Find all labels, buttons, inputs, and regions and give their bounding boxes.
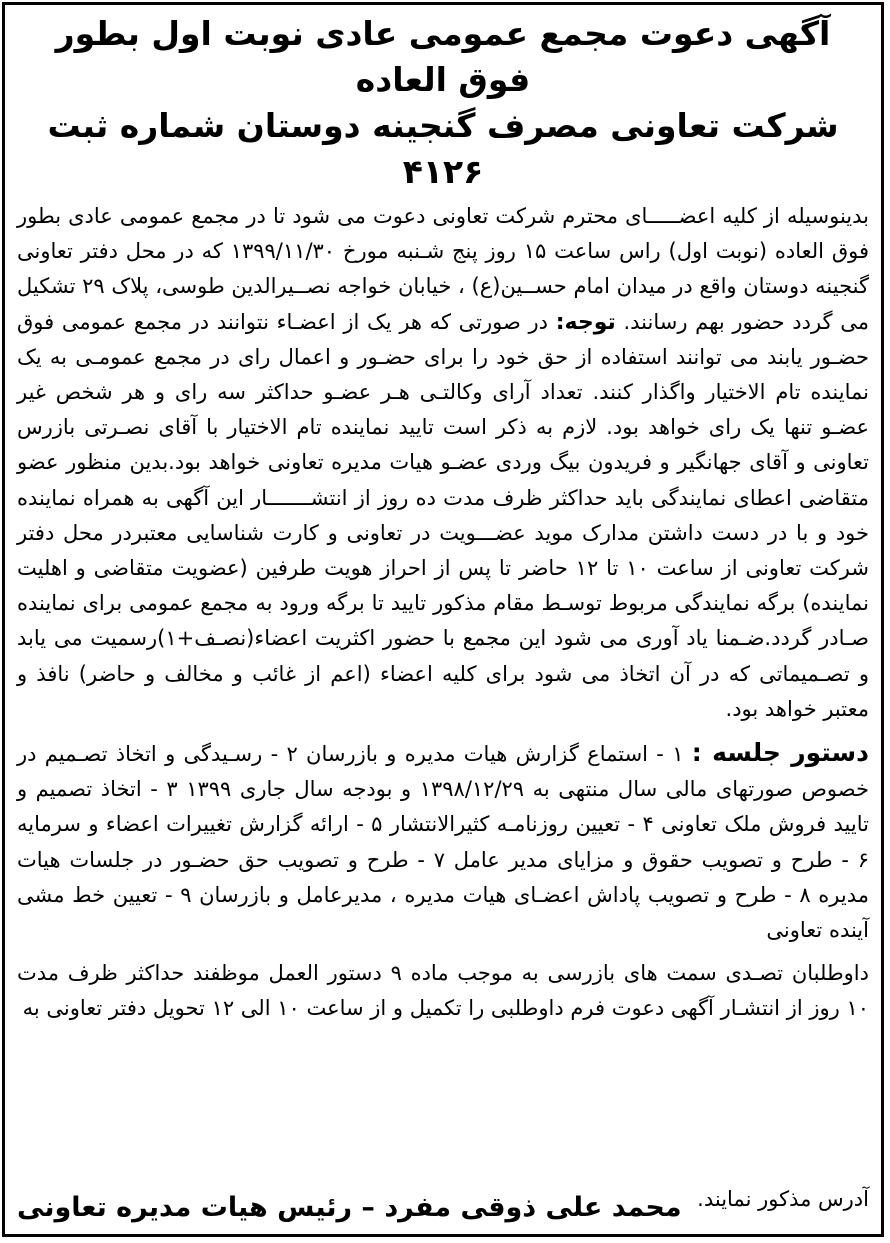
volunteers-paragraph (17, 956, 869, 1026)
signature: محمد علی ذوقی مفرد – رئیس هیات مدیره تعاونی (17, 1192, 682, 1223)
note-text: در صورتی که هر یک از اعضـاء نتوانند در مجمع عمومی فوق حضـور یابند می توانند استفاده از حق خود را برای حضـور و اعمال رای در مجمع عمومـی به یک نماینده تام الاختیار واگذار کنند. تعداد آرای وکالتـی هـر عضـو حداکثر سه رای و هر شخص غیر عضـو تنها یک رای خواهد بود. لازم به ذکر است تایید نماینده تام الاختیار با آقای نصـرتی بازرس تعاونی و آقای جهانگیر و فریدون بیگ وردی عضـو هیات مدیره تعاونی خواهد بود.بدین منظور عضو متقاضی اعطای نمایندگی باید حداکثر ظرف مدت ده روز از انتشـــــــار این آگهی به همراه نماینده خود و با در دست داشتن مدارک موید عضـــویت در تعاونی و کارت شناسایی معتبردر محل دفتر شرکت تعاونی از ساعت ۱۰ تا ۱۲ حاضر تا پس از احراز هویت طرفین (عضویت متقاضی و اهلیت نماینده) برگه نمایندگی مربوط توسـط مقام مذکور تایید تا برگه ورود به مجمع عمومی برای نماینده صـادر گردد.ضـمنا یاد آوری می شود این مجمع با حضور اکثریت اعضاء(نصـف+۱)رسمیت می یابد و تصـمیماتی که در آن اتخاذ می شود برای کلیه اعضاء (اعم از غائب و مخالف و حاضر) نافذ و معتبر خواهد بود. (17, 309, 869, 721)
title-line-1: آگهی دعوت مجمع عمومی عادی نوبت اول بطور فوق العاده (55, 14, 831, 99)
notice-footer (17, 1184, 869, 1228)
notice-frame (2, 2, 884, 1237)
note-label: توجه: (555, 309, 616, 335)
agenda-paragraph (17, 735, 869, 948)
title-line-2: شرکت تعاونی مصرف گنجینه دوستان شماره ثبت ۴۱۲۶ (47, 106, 839, 191)
address-tail: آدرس مذکور نمایند. (697, 1187, 869, 1211)
notice-page (17, 11, 869, 1228)
intro-text: بدینوسیله از کلیه اعضـــــای محترم شرکت تعاونی دعوت می شود تا در مجمع عمومی عادی بطور فوق العاده (نوبت اول) راس ساعت ۱۵ روز پنج شـنبه مورخ ۱۳۹۹/۱۱/۳۰ که در محل دفتر تعاونی گنجینه دوستان واقع در میدان امام حســین(ع) ، خیابان خواجه نصــیرالدین طوسی، پلاک ۲۹ تشکیل می گردد حضور بهم رسانند. (17, 204, 870, 334)
volunteers-text: داوطلبان تصـدی سمت های بازرسی به موجب ماده ۹ دستور العمل موظفند حداکثر ظرف مدت ۱۰ روز از انتشـار آگهی دعوت فرم داوطلبی را تکمیل و از ساعت ۱۰ الی ۱۲ تحویل دفتر تعاونی به (17, 961, 869, 1021)
agenda-text: ۱ - استماع گزارش هیات مدیره و بازرسان ۲ - رسـیدگی و اتخاذ تصـمیم در خصوص صورتهای مالی سال منتهی به ۱۳۹۸/۱۲/۲۹ و بودجه سال جاری ۱۳۹۹ ۳ - اتخاذ تصمیم و تایید فروش ملک تعاونی ۴ - تعیین روزنامـه کثیرالانتشار ۵ - ارائه گزارش تغییرات اعضاء و سرمایه ۶ - طرح و تصویب حقوق و مزایای مدیر عامل ۷ - طرح و تصویب حق حضـور در جلسات هیات مدیره ۸ - طرح و تصویب پاداش اعضـای هیات مدیره ، مدیرعامل و بازرسان ۹ - تعیین خط مشی آینده تعاونی (17, 742, 869, 943)
invitation-paragraph (17, 199, 869, 727)
agenda-label: دستور جلسه : (691, 738, 869, 768)
